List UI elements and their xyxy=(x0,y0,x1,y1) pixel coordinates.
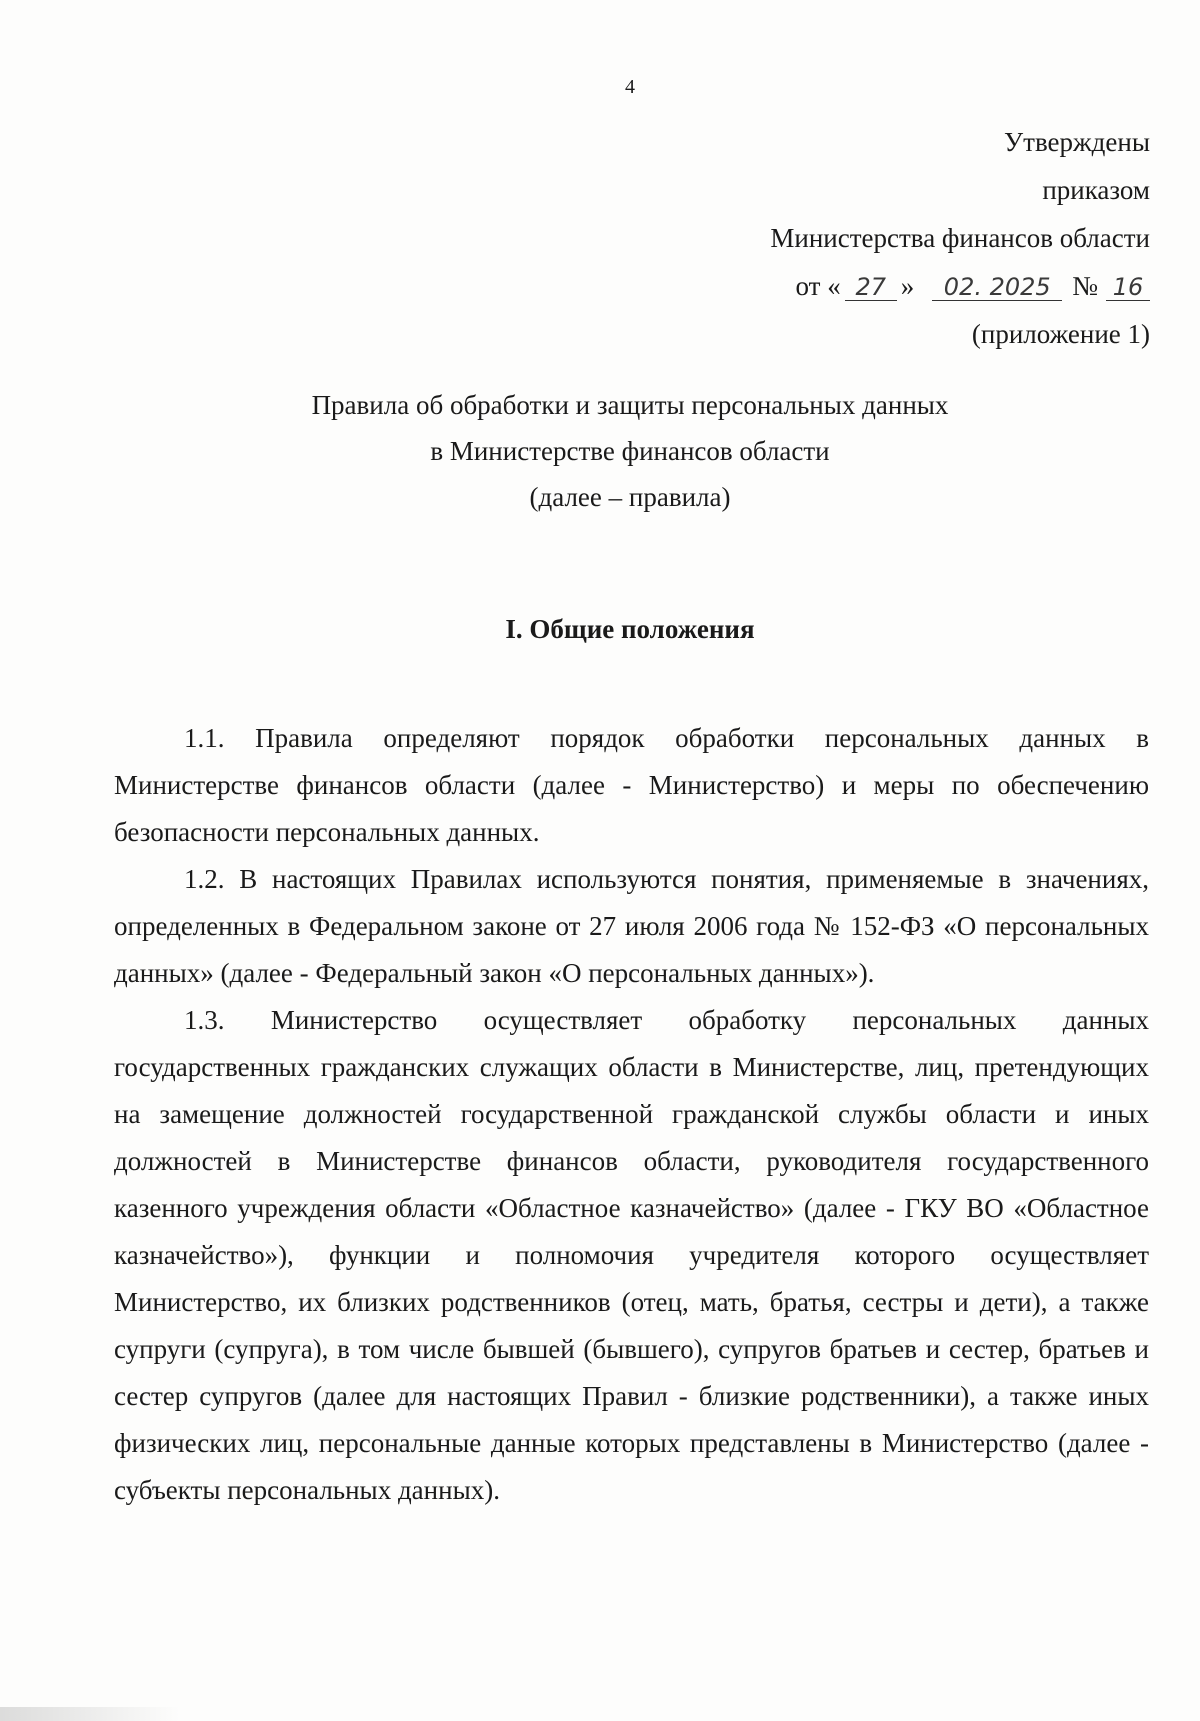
title-line-2: в Министерстве финансов области xyxy=(430,436,830,466)
approval-line-1: Утверждены xyxy=(1004,127,1150,157)
page-number: 4 xyxy=(625,76,635,98)
handwritten-order-number: 16 xyxy=(1106,274,1150,301)
title-line-3: (далее – правила) xyxy=(529,482,731,512)
document-title xyxy=(0,382,1200,520)
date-prefix: от « xyxy=(795,271,841,301)
section-heading: I. Общие положения xyxy=(505,614,755,644)
body-text xyxy=(114,715,1149,1514)
approval-date-line xyxy=(770,262,1150,310)
paragraph-1-3: 1.3. Министерство осуществляет обработку персональных данных государственных гражданских служащих области в Министерстве, лиц, претендующих на замещение должностей государственной гражданской службы области и иных должностей в Министерстве финансов области, руководителя государственного казенного учреждения области «Областное казначейство» (далее - ГКУ ВО «Областное казначейство»), функции и полномочия учредителя которого осуществляет Министерство, их близких родственников (отец, мать, братья, сестры и дети), а также супруги (супруга), в том числе бывшей (бывшего), супругов братьев и сестер, братьев и сестер супругов (далее для настоящих Правил - близкие родственники), а также иных физических лиц, персональные данные которых представлены в Министерство (далее - субъекты персональных данных). xyxy=(114,1005,1149,1505)
handwritten-month-year: 02. 2025 xyxy=(932,274,1062,301)
approval-block xyxy=(770,118,1150,358)
scan-edge-artifact xyxy=(0,1707,180,1721)
approval-line-2: приказом xyxy=(1042,175,1150,205)
number-sign: № xyxy=(1072,271,1098,301)
handwritten-day: 27 xyxy=(845,274,897,301)
date-mid: » xyxy=(900,271,915,301)
paragraph-1-2: 1.2. В настоящих Правилах используются понятия, применяемые в значениях, определенных в Федеральном законе от 27 июля 2006 года № 152-ФЗ «О персональных данных» (далее - Федеральный закон «О персональных данных»). xyxy=(114,864,1149,988)
approval-appendix: (приложение 1) xyxy=(971,319,1150,349)
approval-line-3: Министерства финансов области xyxy=(770,223,1150,253)
title-line-1: Правила об обработки и защиты персональных данных xyxy=(311,390,949,420)
paragraph-1-1: 1.1. Правила определяют порядок обработки персональных данных в Министерстве финансов области (далее - Министерство) и меры по обеспечению безопасности персональных данных. xyxy=(114,723,1149,847)
